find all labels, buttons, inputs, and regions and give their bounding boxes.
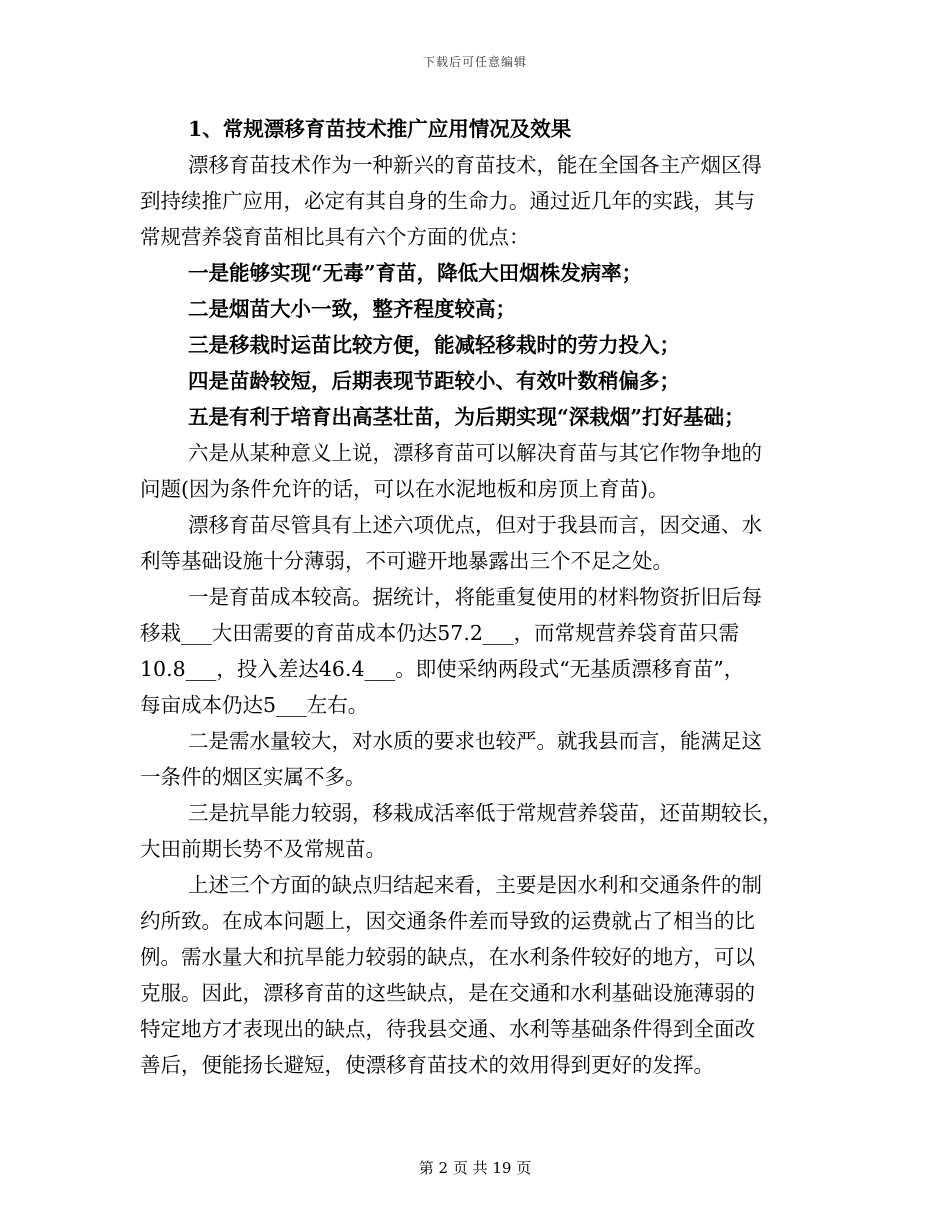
paragraph-line: 一条件的烟区实属不多。 (140, 765, 366, 789)
shortfall-intro-paragraph (140, 507, 810, 579)
paragraph-line: 特定地方才表现出的缺点，待我县交通、水利等基础条件得到全面改 (140, 1017, 755, 1041)
paragraph-line: 例。需水量大和抗旱能力较弱的缺点，在水利条件较好的地方，可以 (140, 945, 755, 969)
paragraph-line: 上述三个方面的缺点归结起来看，主要是因水利和交通条件的制 (188, 873, 762, 897)
paragraph-line: 克服。因此，漂移育苗的这些缺点，是在交通和水利基础设施薄弱的 (140, 981, 755, 1005)
paragraph-line: 移栽___大田需要的育苗成本仍达57.2___，而常规营养袋育苗只需 (140, 621, 740, 645)
paragraph-line: 到持续推广应用，必定有其自身的生命力。通过近几年的实践，其与 (140, 189, 755, 213)
paragraph-line: 利等基础设施十分薄弱，不可避开地暴露出三个不足之处。 (140, 549, 673, 573)
paragraph-line: 二是需水量较大，对水质的要求也较严。就我县而言，能满足这 (188, 729, 762, 753)
paragraph-line: 漂移育苗尽管具有上述六项优点，但对于我县而言，因交通、水 (188, 513, 762, 537)
paragraph-line: 三是抗旱能力较弱，移栽成活率低于常规营养袋苗，还苗期较长， (188, 801, 783, 825)
paragraph-line: 漂移育苗技术作为一种新兴的育苗技术，能在全国各主产烟区得 (188, 153, 762, 177)
paragraph-line: 一是育苗成本较高。据统计，将能重复使用的材料物资折旧后每 (188, 585, 762, 609)
shortfall-two-paragraph (140, 723, 810, 795)
paragraph-line: 善后，便能扬长避短，使漂移育苗技术的效用得到更好的发挥。 (140, 1053, 714, 1077)
paragraph-line: 六是从某种意义上说，漂移育苗可以解决育苗与其它作物争地的 (188, 441, 762, 465)
advantage-item: 四是苗龄较短，后期表现节距较小、有效叶数稍偏多； (188, 369, 680, 393)
document-body (140, 111, 810, 1083)
advantages-list (140, 255, 810, 435)
paragraph-line: 问题(因为条件允许的话，可以在水泥地板和房顶上育苗)。 (140, 477, 669, 501)
advantage-item: 五是有利于培育出高茎壮苗，为后期实现“深栽烟”打好基础； (188, 405, 745, 429)
paragraph-line: 10.8___，投入差达46.4___。即使采纳两段式“无基质漂移育苗”， (140, 657, 745, 681)
paragraph-line: 每亩成本仍达5___左右。 (140, 693, 369, 717)
conclusion-paragraph (140, 867, 810, 1083)
shortfall-one-paragraph (140, 579, 810, 723)
advantage-item: 三是移栽时运苗比较方便，能减轻移栽时的劳力投入； (188, 333, 680, 357)
section-heading: 1、常规漂移育苗技术推广应用情况及效果 (188, 117, 572, 141)
paragraph-line: 常规营养袋育苗相比具有六个方面的优点： (140, 225, 530, 249)
paragraph-line: 大田前期长势不及常规苗。 (140, 837, 386, 861)
intro-paragraph (140, 147, 810, 255)
page-header: 下载后可任意编辑 (422, 55, 527, 69)
page-number: 第 2 页 共 19 页 (418, 1159, 532, 1177)
sixth-advantage-paragraph (140, 435, 810, 507)
shortfall-three-paragraph (140, 795, 810, 867)
advantage-item: 一是能够实现“无毒”育苗，降低大田烟株发病率； (188, 261, 643, 285)
advantage-item: 二是烟苗大小一致，整齐程度较高； (188, 297, 516, 321)
paragraph-line: 约所致。在成本问题上，因交通条件差而导致的运费就占了相当的比 (140, 909, 755, 933)
